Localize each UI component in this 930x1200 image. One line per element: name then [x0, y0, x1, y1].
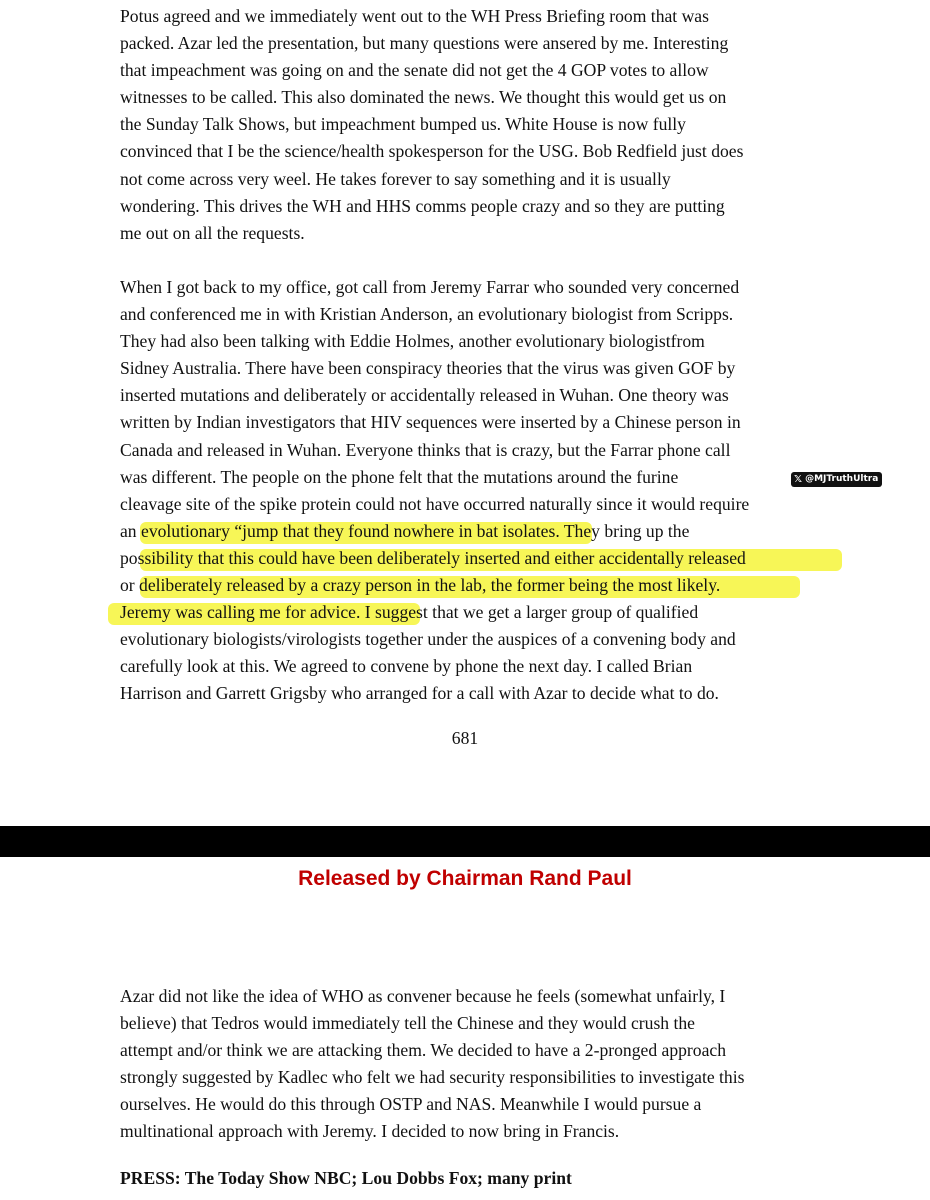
- text-line-content: evolutionary biologists/virologists together under the auspices of a convening body and: [120, 629, 736, 650]
- text-line-content: not come across very weel. He takes forever to say something and it is usually: [120, 168, 671, 189]
- text-line: [120, 220, 840, 247]
- paragraph-2: [120, 274, 840, 708]
- text-line-content: strongly suggested by Kadlec who felt we had security responsibilities to investigate this: [120, 1067, 745, 1088]
- text-line-content: an evolutionary “jump that they found nowhere in bat isolates. They bring up the: [120, 520, 690, 541]
- text-line-content: attempt and/or think we are attacking them. We decided to have a 2-pronged approach: [120, 1040, 726, 1061]
- text-line: [120, 274, 840, 301]
- text-line: [120, 680, 840, 707]
- text-line: [120, 193, 840, 220]
- text-line-content: ourselves. He would do this through OSTP and NAS. Meanwhile I would pursue a: [120, 1094, 702, 1115]
- paragraph-1: [120, 3, 840, 247]
- text-line: [120, 983, 840, 1010]
- text-line: [120, 626, 840, 653]
- text-line: [120, 464, 840, 491]
- text-line-content: written by Indian investigators that HIV sequences were inserted by a Chinese person in: [120, 412, 741, 433]
- text-line: [120, 382, 840, 409]
- text-line-content: inserted mutations and deliberately or accidentally released in Wuhan. One theory was: [120, 385, 729, 406]
- text-line: [120, 437, 840, 464]
- text-line-content: Canada and released in Wuhan. Everyone thinks that is crazy, but the Farrar phone call: [120, 439, 731, 460]
- text-line: [120, 518, 840, 545]
- text-line: [120, 301, 840, 328]
- text-line: [120, 138, 840, 165]
- text-line-content: multinational approach with Jeremy. I decided to now bring in Francis.: [120, 1121, 620, 1142]
- text-line: [120, 166, 840, 193]
- text-line: [120, 57, 840, 84]
- text-line-content: Harrison and Garrett Grigsby who arranged for a call with Azar to decide what to do.: [120, 683, 719, 704]
- text-line: [120, 409, 840, 436]
- text-line: [120, 111, 840, 138]
- text-line-content: believe) that Tedros would immediately tell the Chinese and they would crush the: [120, 1013, 695, 1034]
- watermark: [791, 472, 882, 487]
- text-line: [120, 572, 840, 599]
- watermark-handle: @MJTruthUltra: [805, 474, 879, 484]
- text-line: [120, 1064, 840, 1091]
- text-line: [120, 1118, 840, 1145]
- text-line-content: convinced that I be the science/health spokesperson for the USG. Bob Redfield just does: [120, 141, 744, 162]
- text-line: [120, 1037, 840, 1064]
- page-divider-bar: [0, 826, 930, 857]
- text-line-content: Jeremy was calling me for advice. I suggest that we get a larger group of qualified: [120, 602, 699, 623]
- text-line-content: that impeachment was going on and the senate did not get the 4 GOP votes to allow: [120, 60, 709, 81]
- text-line: [120, 491, 840, 518]
- text-line-content: was different. The people on the phone felt that the mutations around the furine: [120, 466, 679, 487]
- text-line: [120, 545, 840, 572]
- text-line-content: packed. Azar led the presentation, but many questions were ansered by me. Interesting: [120, 33, 729, 54]
- text-line-content: cleavage site of the spike protein could not have occurred naturally since it would require: [120, 493, 750, 514]
- text-line: [120, 653, 840, 680]
- text-line-content: When I got back to my office, got call from Jeremy Farrar who sounded very concerned: [120, 277, 740, 297]
- text-line-content: Sidney Australia. There have been conspiracy theories that the virus was given GOF by: [120, 358, 736, 379]
- text-line: [120, 355, 840, 382]
- text-line-content: They had also been talking with Eddie Holmes, another evolutionary biologistfrom: [120, 331, 705, 352]
- text-line-content: or deliberately released by a crazy person in the lab, the former being the most likely.: [120, 575, 721, 596]
- release-header: Released by Chairman Rand Paul: [298, 867, 632, 890]
- text-line-content: Potus agreed and we immediately went out to the WH Press Briefing room that was: [120, 6, 709, 26]
- text-line-content: possibility that this could have been deliberately inserted and either accidentally released: [120, 547, 746, 568]
- page-number: 681: [451, 728, 479, 748]
- text-line: [120, 3, 840, 30]
- text-line-content: carefully look at this. We agreed to convene by phone the next day. I called Brian: [120, 656, 693, 677]
- text-line: [120, 84, 840, 111]
- text-line-content: Azar did not like the idea of WHO as convener because he feels (somewhat unfairly, I: [120, 986, 726, 1006]
- text-line-content: the Sunday Talk Shows, but impeachment bumped us. White House is now fully: [120, 114, 686, 135]
- text-line-content: and conferenced me in with Kristian Anderson, an evolutionary biologist from Scripps.: [120, 304, 734, 325]
- text-line: [120, 328, 840, 355]
- text-line: [120, 1010, 840, 1037]
- press-line: PRESS: The Today Show NBC; Lou Dobbs Fox; many print: [120, 1168, 572, 1188]
- text-line-content: me out on all the requests.: [120, 222, 305, 243]
- text-line-content: witnesses to be called. This also dominated the news. We thought this would get us on: [120, 87, 727, 108]
- paragraph-3: [120, 983, 840, 1146]
- text-line: [120, 1091, 840, 1118]
- x-logo-icon: 𝕏: [794, 474, 803, 485]
- text-line: [120, 599, 840, 626]
- text-line-content: wondering. This drives the WH and HHS comms people crazy and so they are putting: [120, 195, 725, 216]
- text-line: [120, 30, 840, 57]
